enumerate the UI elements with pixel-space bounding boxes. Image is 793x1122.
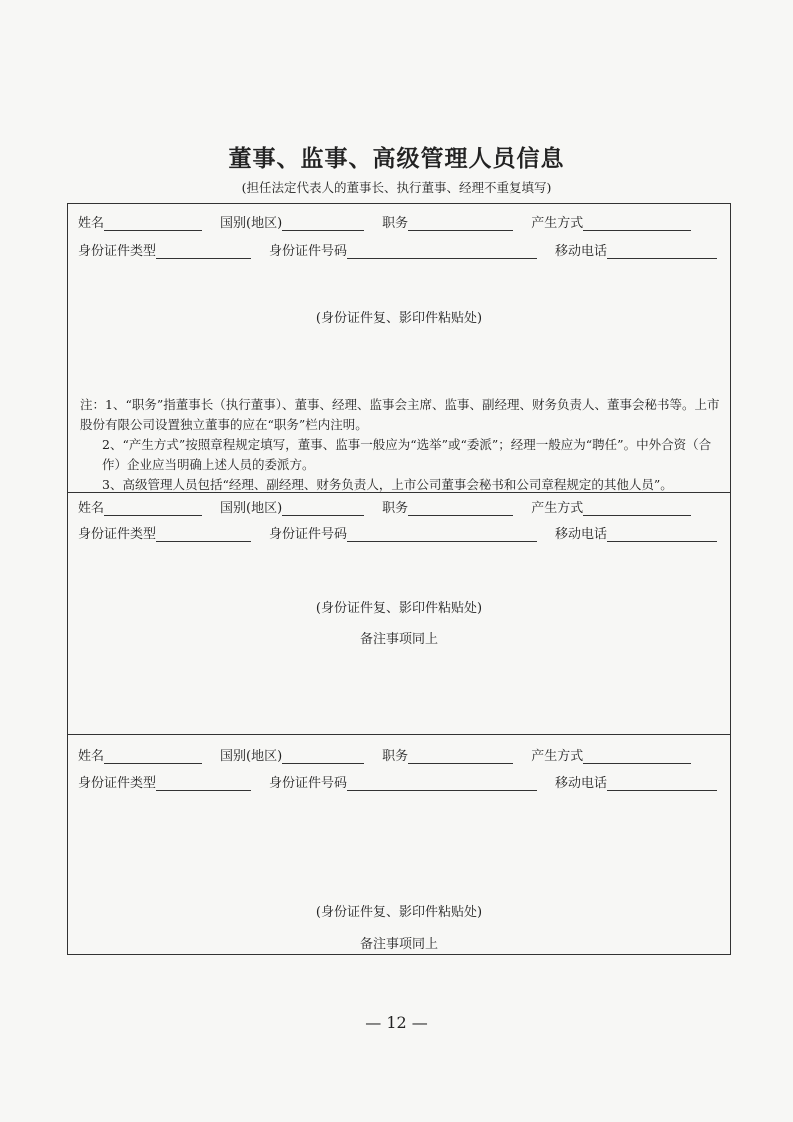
name-label: 姓名 bbox=[78, 216, 105, 231]
method-label: 产生方式 bbox=[531, 749, 584, 764]
mobile-label: 移动电话 bbox=[555, 776, 608, 791]
note-2: 2、“产生方式”按照章程规定填写，董事、监事一般应为“选举”或“委派”；经理一般应为“聘任”。中外合资（合作）企业应当明确上述人员的委派方。 bbox=[102, 437, 712, 472]
remark-same-label: 备注事项同上 bbox=[359, 937, 438, 952]
method-label: 产生方式 bbox=[531, 501, 584, 516]
id-type-field[interactable] bbox=[156, 244, 251, 259]
position-field[interactable] bbox=[408, 216, 513, 231]
name-field[interactable] bbox=[104, 501, 202, 516]
mobile-label: 移动电话 bbox=[555, 527, 608, 542]
id-type-label: 身份证件类型 bbox=[78, 244, 157, 259]
id-number-field[interactable] bbox=[347, 527, 537, 542]
id-type-field[interactable] bbox=[156, 527, 251, 542]
position-field[interactable] bbox=[408, 749, 513, 764]
personnel-form bbox=[67, 203, 731, 955]
position-label: 职务 bbox=[382, 501, 409, 516]
info-row-1 bbox=[78, 213, 722, 231]
name-field[interactable] bbox=[104, 216, 202, 231]
mobile-field[interactable] bbox=[607, 776, 717, 791]
nationality-field[interactable] bbox=[282, 216, 364, 231]
id-number-label: 身份证件号码 bbox=[269, 244, 348, 259]
note-1: 注：1、“职务”指董事长（执行董事）、董事、经理、监事会主席、监事、副经理、财务负责人、董事会秘书等。上市股份有限公司设置独立董事的应在“职务”栏内注明。 bbox=[80, 397, 720, 432]
person-section-1 bbox=[68, 204, 730, 492]
page-number: — 12 — bbox=[365, 1013, 428, 1032]
page-title: 董事、监事、高级管理人员信息 bbox=[228, 145, 565, 172]
mobile-field[interactable] bbox=[607, 244, 717, 259]
method-label: 产生方式 bbox=[531, 216, 584, 231]
info-row-2 bbox=[78, 773, 722, 791]
section-divider-1 bbox=[68, 492, 730, 493]
remark-same-label: 备注事项同上 bbox=[359, 632, 438, 647]
method-field[interactable] bbox=[583, 749, 691, 764]
mobile-label: 移动电话 bbox=[555, 244, 608, 259]
info-row-1 bbox=[78, 498, 722, 516]
nationality-label: 国别(地区) bbox=[220, 749, 283, 764]
note-3: 3、高级管理人员包括“经理、副经理、财务负责人，上市公司董事会秘书和公司章程规定的其他人员”。 bbox=[102, 477, 673, 492]
id-type-label: 身份证件类型 bbox=[78, 527, 157, 542]
person-section-2 bbox=[68, 494, 730, 734]
name-field[interactable] bbox=[104, 749, 202, 764]
notes bbox=[80, 395, 722, 495]
position-label: 职务 bbox=[382, 216, 409, 231]
id-number-field[interactable] bbox=[347, 244, 537, 259]
nationality-label: 国别(地区) bbox=[220, 501, 283, 516]
section-divider-2 bbox=[68, 734, 730, 735]
paste-area-label: (身份证件复、影印件粘贴处) bbox=[315, 905, 483, 920]
mobile-field[interactable] bbox=[607, 527, 717, 542]
nationality-field[interactable] bbox=[282, 749, 364, 764]
method-field[interactable] bbox=[583, 216, 691, 231]
id-number-label: 身份证件号码 bbox=[269, 527, 348, 542]
info-row-2 bbox=[78, 241, 722, 259]
info-row-1 bbox=[78, 746, 722, 764]
paste-area-label: (身份证件复、影印件粘贴处) bbox=[315, 601, 483, 616]
position-label: 职务 bbox=[382, 749, 409, 764]
info-row-2 bbox=[78, 524, 722, 542]
name-label: 姓名 bbox=[78, 501, 105, 516]
id-type-label: 身份证件类型 bbox=[78, 776, 157, 791]
name-label: 姓名 bbox=[78, 749, 105, 764]
nationality-label: 国别(地区) bbox=[220, 216, 283, 231]
page-subtitle: (担任法定代表人的董事长、执行董事、经理不重复填写) bbox=[241, 180, 552, 195]
person-section-3 bbox=[68, 736, 730, 954]
id-number-field[interactable] bbox=[347, 776, 537, 791]
paste-area-label: (身份证件复、影印件粘贴处) bbox=[315, 311, 483, 326]
position-field[interactable] bbox=[408, 501, 513, 516]
id-number-label: 身份证件号码 bbox=[269, 776, 348, 791]
nationality-field[interactable] bbox=[282, 501, 364, 516]
id-type-field[interactable] bbox=[156, 776, 251, 791]
method-field[interactable] bbox=[583, 501, 691, 516]
